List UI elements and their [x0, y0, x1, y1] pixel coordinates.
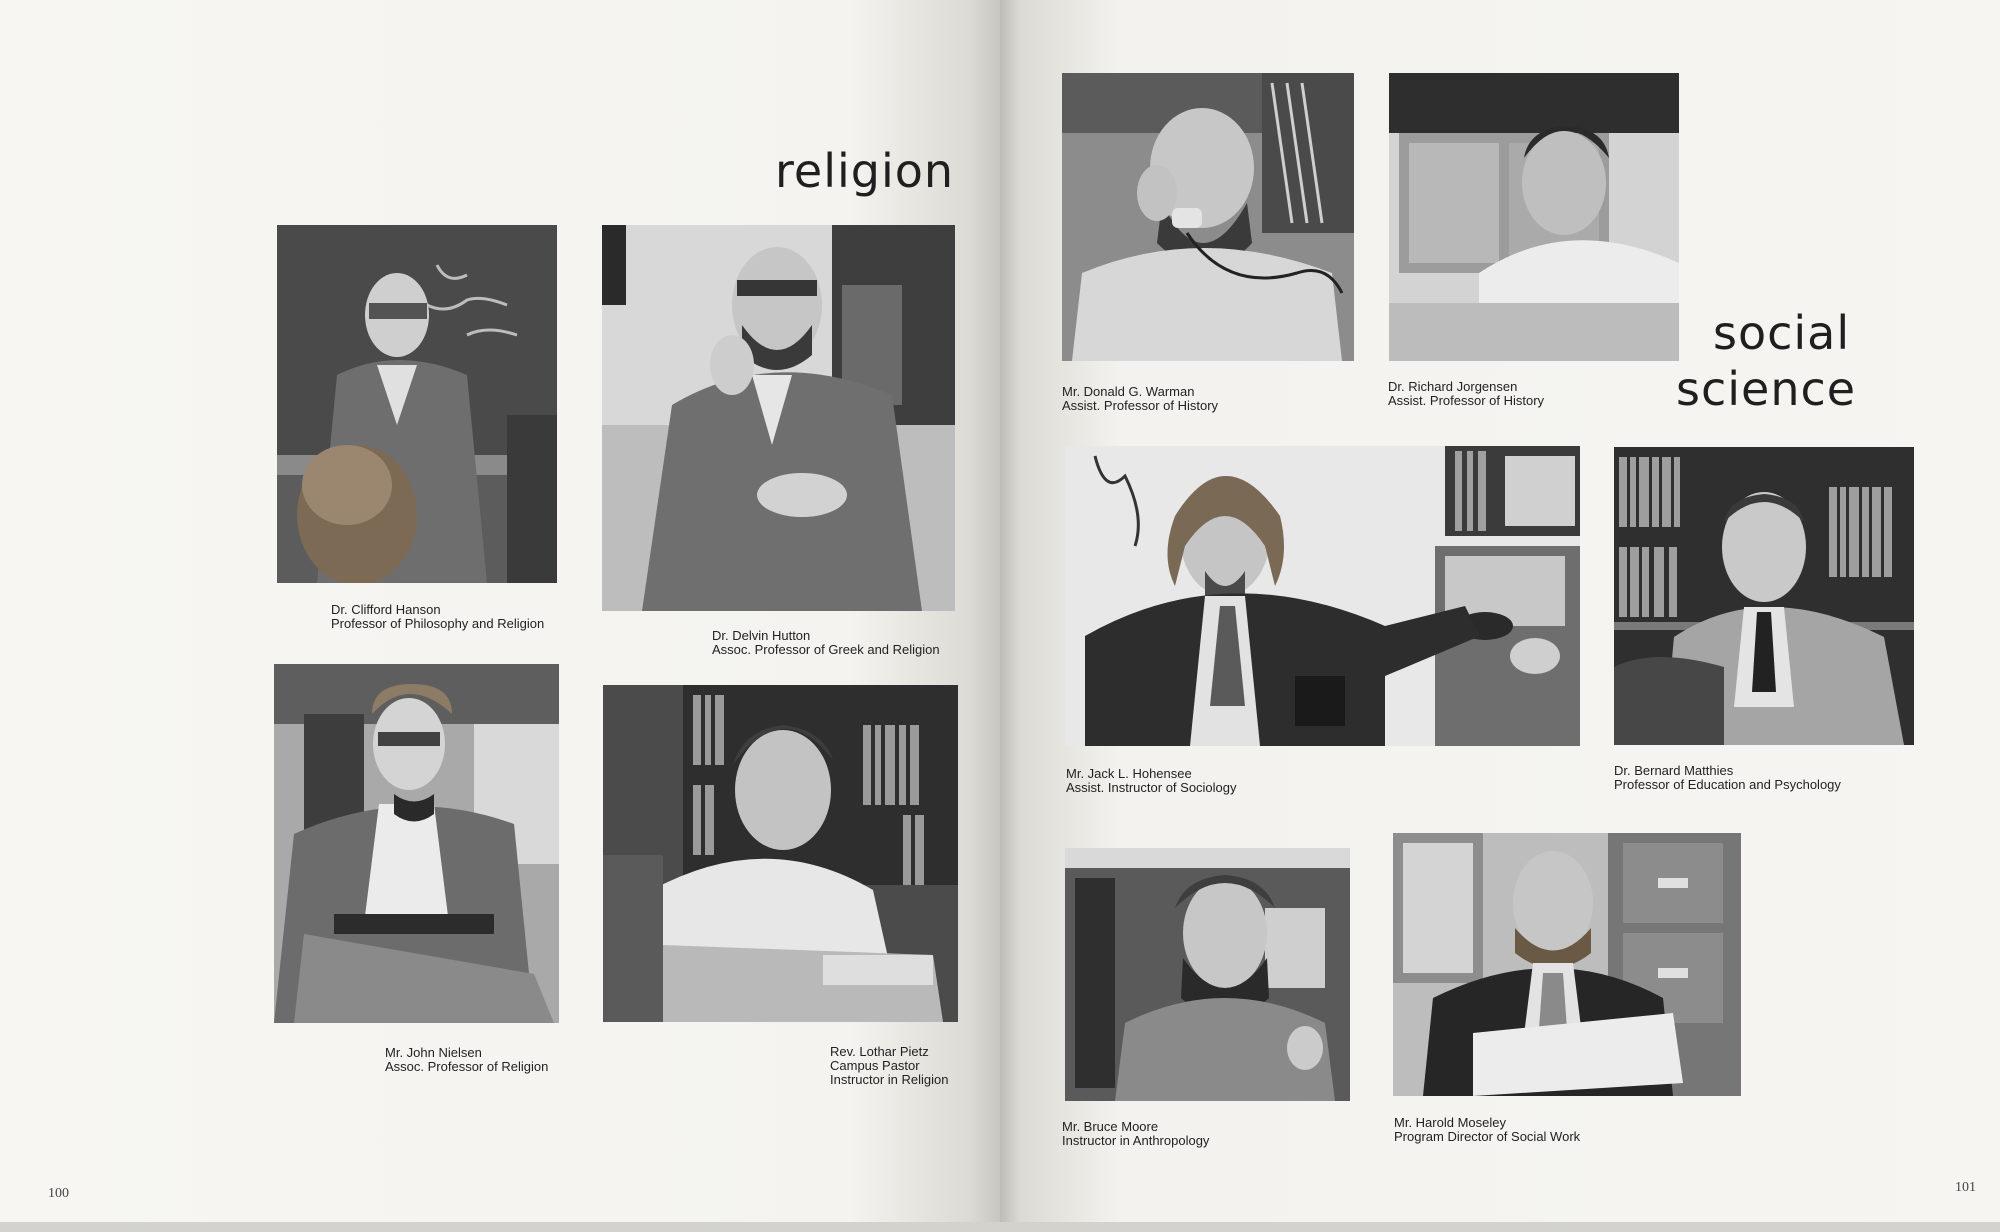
name-label: Mr. Donald G. Warman [1062, 384, 1195, 399]
caption-donald-warman [1062, 385, 1218, 413]
photo-harold-moseley [1393, 833, 1741, 1096]
photo-jack-hohensee [1065, 446, 1580, 746]
page-bottom-edge [0, 1222, 2000, 1232]
photo-bernard-matthies [1614, 447, 1914, 745]
caption-clifford-hanson [331, 603, 544, 631]
name-label: Dr. Bernard Matthies [1614, 763, 1734, 778]
name-label: Mr. Harold Moseley [1394, 1115, 1506, 1130]
title-label: Professor of Philosophy and Religion [331, 616, 545, 631]
title-label: Assoc. Professor of Greek and Religion [712, 642, 940, 657]
caption-john-nielsen [385, 1046, 548, 1074]
title-label: Instructor in Anthropology [1062, 1133, 1210, 1148]
social-science-heading-line1: social [1713, 306, 1851, 360]
title-label: Campus Pastor [830, 1058, 920, 1073]
name-label: Rev. Lothar Pietz [830, 1044, 929, 1059]
religion-heading: religion [775, 144, 955, 198]
photo-clifford-hanson [277, 225, 557, 583]
title-label: Professor of Education and Psychology [1614, 777, 1841, 792]
name-label: Dr. Delvin Hutton [712, 628, 811, 643]
name-label: Dr. Richard Jorgensen [1388, 379, 1518, 394]
name-label: Dr. Clifford Hanson [331, 602, 441, 617]
name-label: Mr. Jack L. Hohensee [1066, 766, 1192, 781]
title-label: Assoc. Professor of Religion [385, 1059, 549, 1074]
page-number-right: 101 [1955, 1180, 1976, 1195]
page-number-left: 100 [48, 1186, 69, 1201]
photo-lothar-pietz [603, 685, 958, 1022]
title-label: Assist. Instructor of Sociology [1066, 780, 1237, 795]
caption-bernard-matthies [1614, 764, 1841, 792]
caption-bruce-moore [1062, 1120, 1209, 1148]
photo-richard-jorgensen [1389, 73, 1679, 361]
caption-harold-moseley [1394, 1116, 1580, 1144]
photo-donald-warman [1062, 73, 1354, 361]
name-label: Mr. Bruce Moore [1062, 1119, 1159, 1134]
caption-delvin-hutton [712, 629, 940, 657]
name-label: Mr. John Nielsen [385, 1045, 482, 1060]
title-label: Assist. Professor of History [1062, 398, 1219, 413]
photo-bruce-moore [1065, 848, 1350, 1101]
photo-delvin-hutton [602, 225, 955, 611]
title-label: Assist. Professor of History [1388, 393, 1545, 408]
photo-john-nielsen [274, 664, 559, 1023]
caption-jack-hohensee [1066, 767, 1237, 795]
social-science-heading-line2: science [1676, 362, 1857, 416]
title-label: Program Director of Social Work [1394, 1129, 1581, 1144]
caption-lothar-pietz [830, 1045, 949, 1087]
right-page [1000, 0, 2000, 1232]
title-label-2: Instructor in Religion [830, 1072, 949, 1087]
caption-richard-jorgensen [1388, 380, 1544, 408]
